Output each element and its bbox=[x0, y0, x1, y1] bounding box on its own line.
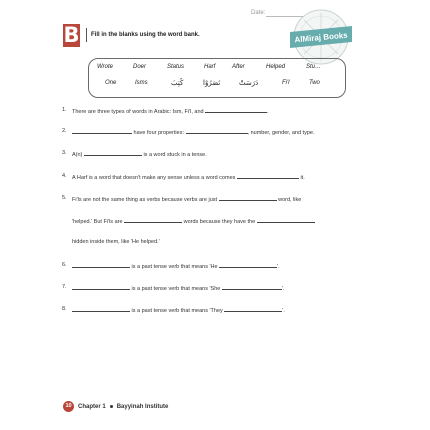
answer-blank[interactable] bbox=[205, 107, 267, 113]
question-number: 5. bbox=[62, 195, 67, 201]
answer-blank[interactable] bbox=[124, 217, 182, 223]
watermark-text: AlMiraj Books bbox=[294, 30, 349, 45]
answer-blank[interactable] bbox=[219, 262, 277, 268]
date-label: Date: bbox=[251, 10, 266, 16]
question-number: 2. bbox=[62, 128, 67, 134]
answer-blank[interactable] bbox=[72, 284, 130, 290]
question-text: '. bbox=[282, 308, 285, 314]
word-bank-item: Isms bbox=[135, 80, 148, 86]
question-number: 1. bbox=[62, 107, 67, 113]
question-number: 6. bbox=[62, 262, 67, 268]
answer-blank[interactable] bbox=[72, 128, 132, 134]
word-bank bbox=[88, 58, 346, 98]
answer-blank[interactable] bbox=[84, 150, 142, 156]
word-bank-item: Two bbox=[309, 80, 320, 86]
question-text: A(n) bbox=[72, 152, 84, 158]
question-text: hidden inside them, like 'He helped.' bbox=[72, 239, 160, 245]
question-number: 4. bbox=[62, 173, 67, 179]
answer-blank[interactable] bbox=[224, 306, 282, 312]
section-letter: B bbox=[63, 23, 80, 47]
page-footer bbox=[63, 401, 168, 412]
answer-blank[interactable] bbox=[72, 262, 130, 268]
page-number-badge: 10 bbox=[63, 401, 74, 412]
question-number: 8. bbox=[62, 306, 67, 312]
question-text: words because they have the bbox=[182, 219, 257, 225]
word-bank-item: Helped bbox=[266, 64, 286, 70]
question-text: '. bbox=[281, 286, 285, 292]
answer-blank[interactable] bbox=[222, 284, 282, 290]
question-text: it. bbox=[298, 175, 305, 181]
word-bank-item: Status bbox=[167, 64, 185, 70]
word-bank-item-arabic: نَصَرُوْا bbox=[203, 79, 221, 87]
word-bank-item: Doer bbox=[133, 64, 147, 70]
question-text: A Harf is a word that doesn't make any sense unless a word comes bbox=[72, 175, 237, 181]
answer-blank[interactable] bbox=[237, 173, 299, 179]
question-number: 7. bbox=[62, 284, 67, 290]
question-text: 'helped.' But Fi'ls are bbox=[72, 219, 125, 225]
answer-blank[interactable] bbox=[186, 128, 248, 134]
word-bank-item: After bbox=[232, 64, 245, 70]
question-text: is a past tense verb that means 'They bbox=[130, 308, 225, 314]
instruction-text: Fill in the blanks using the word bank. bbox=[86, 28, 271, 42]
question-text: is a word stuck in a tense. bbox=[141, 152, 207, 158]
publisher-label: Bayyinah Institute bbox=[116, 404, 169, 411]
word-bank-item: Wrote bbox=[97, 64, 114, 70]
question-text: . bbox=[267, 109, 269, 115]
word-bank-item: One bbox=[105, 80, 117, 86]
question-text: word, like bbox=[276, 197, 302, 203]
question-text: Fi'ls are not the same thing as verbs because verbs are just bbox=[72, 197, 219, 203]
answer-blank[interactable] bbox=[219, 195, 277, 201]
word-bank-item: Fi'l bbox=[282, 80, 290, 86]
chapter-label: Chapter 1 bbox=[78, 404, 106, 411]
answer-blank[interactable] bbox=[257, 217, 315, 223]
word-bank-item-arabic: دَرَسَتْ bbox=[239, 79, 259, 87]
word-bank-item-arabic: كُتِبَ bbox=[171, 79, 184, 87]
word-bank-item: Stu… bbox=[306, 64, 322, 70]
question-text: , number, gender, and type. bbox=[247, 130, 315, 136]
answer-blank[interactable] bbox=[72, 306, 130, 312]
question-text: is a past tense verb that means 'He bbox=[130, 264, 220, 270]
word-bank-item: Harf bbox=[204, 64, 216, 70]
bullet-separator bbox=[110, 405, 113, 408]
question-text: '. bbox=[277, 264, 280, 270]
question-text: There are three types of words in Arabic: Ism, Fi'l, and bbox=[72, 109, 206, 115]
question-number: 3. bbox=[62, 150, 67, 156]
question-text: is a past tense verb that means 'She bbox=[130, 286, 222, 292]
question-text: have four properties: bbox=[132, 130, 186, 136]
